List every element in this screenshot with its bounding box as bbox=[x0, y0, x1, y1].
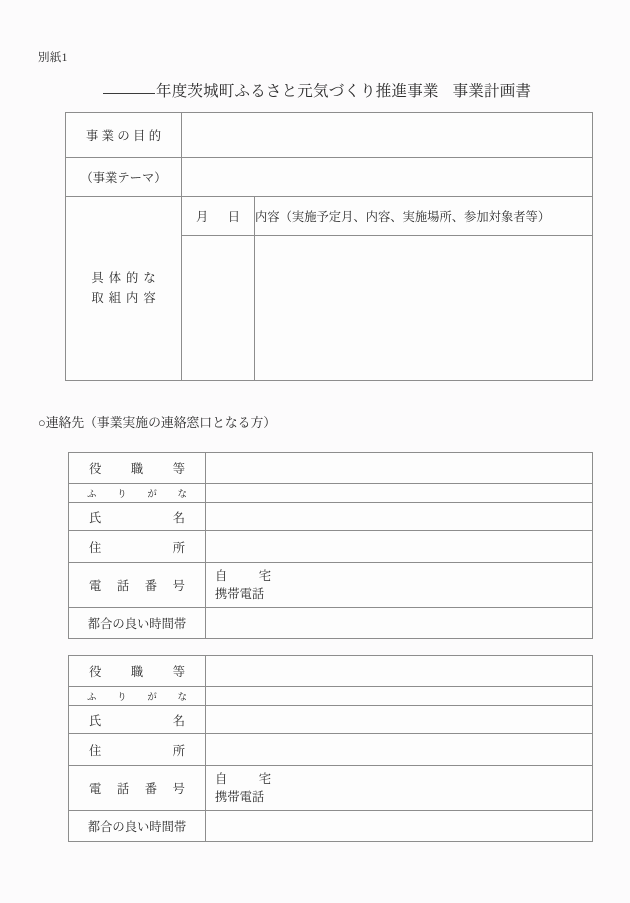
page-title bbox=[103, 79, 531, 101]
details-date-header-cell bbox=[182, 197, 255, 236]
address-value-cell[interactable] bbox=[206, 734, 593, 766]
furigana-label bbox=[69, 486, 205, 500]
label-char: 電 bbox=[89, 782, 102, 796]
table-row-address bbox=[69, 531, 593, 563]
plan-table bbox=[65, 112, 593, 381]
table-row-position bbox=[69, 656, 593, 687]
furigana-value-cell[interactable] bbox=[206, 484, 593, 503]
full-name-value-cell[interactable] bbox=[206, 503, 593, 531]
phone-value-cell[interactable] bbox=[206, 563, 593, 608]
theme-label-cell bbox=[66, 158, 182, 197]
position-value-cell[interactable] bbox=[206, 656, 593, 687]
label-char: 所 bbox=[172, 540, 185, 555]
phone-label bbox=[69, 779, 205, 797]
full-name-value-cell[interactable] bbox=[206, 706, 593, 734]
contact-section-heading: ○連絡先（事業実施の連絡窓口となる方） bbox=[38, 416, 277, 430]
phone-mobile-label: 携帯電話 bbox=[215, 790, 265, 804]
table-row-details-header bbox=[66, 197, 593, 236]
label-char: 宅 bbox=[258, 771, 271, 786]
phone-value-lines bbox=[206, 565, 592, 606]
available-time-label: 都合の良い時間帯 bbox=[87, 820, 187, 834]
position-label-cell bbox=[69, 656, 206, 687]
table-row-purpose bbox=[66, 113, 593, 158]
label-char: 等 bbox=[172, 665, 185, 679]
available-time-label-cell bbox=[69, 811, 206, 842]
details-label-line2: 取組内容 bbox=[91, 290, 161, 305]
label-char: ふ bbox=[87, 490, 97, 500]
label-char: 氏 bbox=[89, 713, 102, 728]
details-content-header-cell: 内容（実施予定月、内容、実施場所、参加対象者等） bbox=[255, 197, 593, 236]
full-name-label-cell bbox=[69, 706, 206, 734]
table-row-available-time bbox=[69, 608, 593, 639]
address-label-cell bbox=[69, 734, 206, 766]
address-label-cell bbox=[69, 531, 206, 563]
label-char: 宅 bbox=[258, 568, 271, 583]
label-char: 番 bbox=[144, 579, 158, 593]
label-char: 号 bbox=[172, 782, 185, 796]
label-char: 号 bbox=[172, 579, 185, 593]
position-label bbox=[69, 662, 205, 680]
phone-home-label bbox=[215, 770, 271, 788]
label-char: 役 bbox=[89, 462, 102, 476]
label-char: り bbox=[117, 693, 127, 703]
furigana-value-cell[interactable] bbox=[206, 687, 593, 706]
label-char: 職 bbox=[130, 462, 144, 476]
position-label bbox=[69, 459, 205, 477]
label-char: ふ bbox=[87, 693, 97, 703]
label-char: 的 bbox=[148, 129, 161, 143]
label-char: な bbox=[177, 490, 187, 500]
phone-home-label bbox=[215, 567, 271, 585]
label-char: 自 bbox=[215, 771, 228, 786]
phone-label-cell bbox=[69, 766, 206, 811]
label-char: な bbox=[177, 693, 187, 703]
label-char: 事 bbox=[86, 129, 99, 143]
label-char: 所 bbox=[172, 743, 185, 758]
table-row-available-time bbox=[69, 811, 593, 842]
page-title-main: 年度茨城町ふるさと元気づくり推進事業 bbox=[156, 83, 439, 100]
contact-table-secondary bbox=[68, 655, 593, 842]
full-name-label bbox=[69, 508, 205, 526]
label-char: 職 bbox=[130, 665, 144, 679]
label-char: 名 bbox=[172, 713, 185, 728]
details-label bbox=[66, 269, 181, 307]
label-char: 番 bbox=[144, 782, 158, 796]
position-label-cell bbox=[69, 453, 206, 484]
full-name-label-cell bbox=[69, 503, 206, 531]
details-date-value-cell[interactable] bbox=[182, 236, 255, 381]
label-char: 自 bbox=[215, 568, 228, 583]
table-row-address bbox=[69, 734, 593, 766]
phone-value-cell[interactable] bbox=[206, 766, 593, 811]
label-char: 名 bbox=[172, 510, 185, 525]
label-char: が bbox=[147, 490, 157, 500]
label-char: 住 bbox=[89, 743, 102, 758]
furigana-label bbox=[69, 689, 205, 703]
table-row-full-name bbox=[69, 503, 593, 531]
purpose-label bbox=[66, 126, 181, 144]
label-char: 氏 bbox=[89, 510, 102, 525]
table-row-furigana bbox=[69, 484, 593, 503]
address-value-cell[interactable] bbox=[206, 531, 593, 563]
table-row-phone bbox=[69, 766, 593, 811]
label-char: 目 bbox=[133, 129, 146, 143]
full-name-label bbox=[69, 711, 205, 729]
label-char: の bbox=[117, 129, 130, 143]
details-label-line1: 具体的な bbox=[91, 271, 161, 286]
available-time-value-cell[interactable] bbox=[206, 811, 593, 842]
furigana-label-cell bbox=[69, 687, 206, 706]
label-char: り bbox=[117, 490, 127, 500]
label-char: 電 bbox=[89, 579, 102, 593]
contact-table-primary bbox=[68, 452, 593, 639]
phone-label bbox=[69, 576, 205, 594]
fiscal-year-blank[interactable] bbox=[103, 93, 155, 94]
document-reference-label: 別紙1 bbox=[38, 52, 68, 64]
label-char: 日 bbox=[227, 210, 240, 224]
label-char: 話 bbox=[116, 579, 130, 593]
label-char: 住 bbox=[89, 540, 102, 555]
phone-label-cell bbox=[69, 563, 206, 608]
purpose-value-cell[interactable] bbox=[182, 113, 593, 158]
available-time-value-cell[interactable] bbox=[206, 608, 593, 639]
address-label bbox=[69, 538, 205, 556]
position-value-cell[interactable] bbox=[206, 453, 593, 484]
table-row-full-name bbox=[69, 706, 593, 734]
label-char: 等 bbox=[172, 462, 185, 476]
table-row-position bbox=[69, 453, 593, 484]
furigana-label-cell bbox=[69, 484, 206, 503]
address-label bbox=[69, 741, 205, 759]
table-row-furigana bbox=[69, 687, 593, 706]
table-row-phone bbox=[69, 563, 593, 608]
table-row-theme bbox=[66, 158, 593, 197]
label-char: 役 bbox=[89, 665, 102, 679]
details-label-cell bbox=[66, 197, 182, 381]
label-char: 業 bbox=[101, 129, 114, 143]
purpose-label-cell bbox=[66, 113, 182, 158]
theme-value-cell[interactable] bbox=[182, 158, 593, 197]
label-char: が bbox=[147, 693, 157, 703]
details-content-value-cell[interactable] bbox=[255, 236, 593, 381]
page-title-suffix: 事業計画書 bbox=[452, 83, 532, 100]
label-char: 月 bbox=[196, 210, 209, 224]
available-time-label-cell bbox=[69, 608, 206, 639]
theme-label: （事業テーマ） bbox=[80, 171, 167, 185]
phone-value-lines bbox=[206, 768, 592, 809]
available-time-label: 都合の良い時間帯 bbox=[87, 617, 187, 631]
phone-mobile-label: 携帯電話 bbox=[215, 587, 265, 601]
label-char: 話 bbox=[116, 782, 130, 796]
details-date-header bbox=[182, 207, 254, 225]
